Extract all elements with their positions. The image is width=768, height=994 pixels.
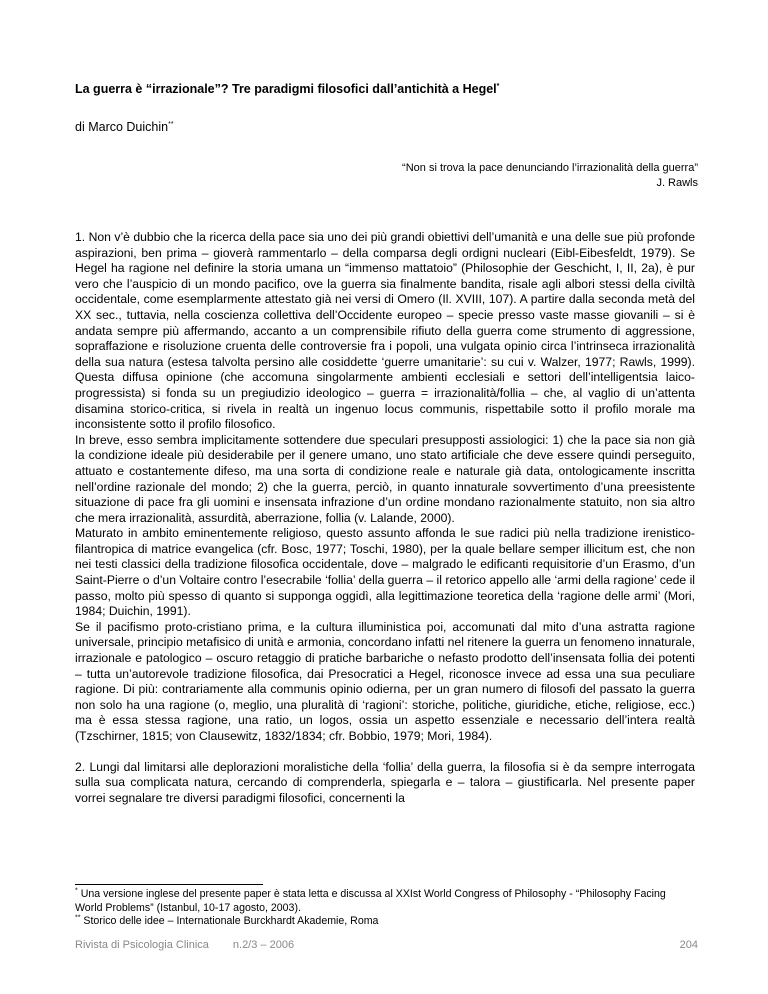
journal-name: Rivista di Psicologia Clinica [75, 939, 209, 951]
footnote-2-mark: ** [75, 914, 81, 922]
paragraph-1: 1. Non v’è dubbio che la ricerca della pace sia uno dei più grandi obiettivi dell’umanità e una delle sue più profonde aspirazioni, ben prima – gioverà rammentarlo – della comparsa degli ordigni nucleari (Eibl-Eibesfeldt, 1979). Se Hegel ha ragione nel definire la storia umana un “immenso mattatoio” (Philosophie der Geschicht, I, II, 2a), è pur vero che l’auspicio di un mondo pacifico, ove la guerra sia finalmente bandita, risale agli albori stessi della civiltà occidentale, come esemplarmente attestato già nei versi di Omero (Il. XVIII, 107). A partire dalla seconda metà del XX sec., tuttavia, nella coscienza collettiva dell’Occidente europeo – specie presso vaste masse giovanili – si è andata sempre più affermando, accanto a un comprensibile rifiuto della guerra come strumento di aggressione, sopraffazione e risoluzione cruenta delle controversie fra i popoli, una vulgata opinio circa l’intrinseca irrazionalità della sua natura (estesa talvolta persino alle cosiddette ‘guerre umanitarie’: su cui v. Walzer, 1977; Rawls, 1999). Questa diffusa opinione (che accomuna singolarmente ambienti ecclesiali e settori dell’intelligentsia laico-progressista) si fonda su un pregiudizio ideologico – guerra = irrazionalità/follia – che, al vaglio di un’attenta disamina storico-critica, si rivela in realtà un ingenuo locus communis, rispettabile sotto il profilo morale ma inconsistente sotto il profilo filosofico. [75, 230, 695, 432]
epigraph [402, 161, 698, 191]
issue-number: n.2/3 – 2006 [232, 939, 295, 951]
body-text [75, 230, 695, 806]
footnote-separator [75, 884, 263, 885]
epigraph-attribution: J. Rawls [656, 177, 698, 189]
author-footnote-mark: ** [168, 120, 174, 128]
page-footer [75, 939, 698, 951]
page-number: 204 [679, 939, 698, 951]
paragraph-2: In breve, esso sembra implicitamente sottendere due speculari presupposti assiologici: 1) che la pace sia non già la condizione ideale più desiderabile per il genere umano, uno stato artificiale che deve essere quindi perseguito, attuato e costantemente difeso, ma una sorta di condizione reale e naturale già data, ontologicamente inscritta nell’ordine razionale del mondo; 2) che la guerra, perciò, in quanto innaturale sovvertimento d’una preesistente situazione di pace fra gli uomini e insensata infrazione d’un ordine mondano razionalmente statuito, non sia altro che mera irrazionalità, assurdità, aberrazione, follia (v. Lalande, 2000). [75, 432, 695, 525]
title-footnote-mark: * [496, 82, 500, 90]
paragraph-4: Se il pacifismo proto-cristiano prima, e la cultura illuministica poi, accomunati dal mito d’una astratta ragione universale, principio metafisico di unità e armonia, concordano infatti nel ritenere la guerra un fenomeno innaturale, irrazionale e patologico – oscuro retaggio di pratiche barbariche o nefasto prodotto dell’insensata follia dei potenti – tutta un’autorevole tradizione filosofica, dai Presocratici a Hegel, riconosce invece ad essa una sua peculiare ragione. Di più: contrariamente alla communis opinio odierna, per un gran numero di filosofi del passato la guerra non solo ha una ragione (o, meglio, una pluralità di ‘ragioni’: storiche, politiche, giuridiche, etiche, religiose, ecc.) ma è essa stessa ragione, una ratio, un logos, ossia un aspetto essenziale e necessario dell’intera realtà (Tzschirner, 1815; von Clausewitz, 1832/1834; cfr. Bobbio, 1979; Mori, 1984). [75, 619, 695, 743]
footnote-2-text: Storico delle idee – Internationale Burckhardt Akademie, Roma [83, 915, 379, 927]
footnote-1-mark: * [75, 887, 78, 895]
paragraph-5: 2. Lungi dal limitarsi alle deplorazioni moralistiche della ‘follia’ della guerra, la filosofia si è da sempre interrogata sulla sua complicata natura, cercando di comprenderla, spiegarla e – talora – giustificarla. Nel presente paper vorrei segnalare tre diversi paradigmi filosofici, concernenti la [75, 759, 695, 805]
footnote-1-text: Una versione inglese del presente paper è stata letta e discussa al XXIst World Congress of Philosophy - “Philosophy Facing World Problems” (Istanbul, 10-17 agosto, 2003). [75, 888, 666, 914]
footnotes [75, 888, 695, 929]
epigraph-quote: “Non si trova la pace denunciando l’irrazionalità della guerra” [402, 162, 698, 174]
author-line [75, 120, 174, 134]
paper-title [75, 82, 499, 96]
author-name: di Marco Duichin [75, 120, 169, 134]
footnote-2 [75, 915, 695, 929]
paper-title-text: La guerra è “irrazionale”? Tre paradigmi filosofici dall’antichità a Hegel [75, 82, 497, 96]
footnote-1 [75, 888, 695, 915]
paragraph-3: Maturato in ambito eminentemente religioso, questo assunto affonda le sue radici più nella tradizione irenistico-filantropica di matrice evangelica (cfr. Bosc, 1977; Toschi, 1980), per la quale bellare semper illicitum est, che non nei testi classici della tradizione filosofica occidentale, dove – malgrado le edificanti requisitorie d’un Erasmo, d’un Saint-Pierre o d’un Voltaire contro l’esecrabile ‘follia’ della guerra – il retorico appello alle ‘armi della ragione’ cede il passo, molto più spesso di quanto si supponga oggidì, alla legittimazione teoretica della ‘ragione delle armi’ (Mori, 1984; Duichin, 1991). [75, 526, 695, 619]
